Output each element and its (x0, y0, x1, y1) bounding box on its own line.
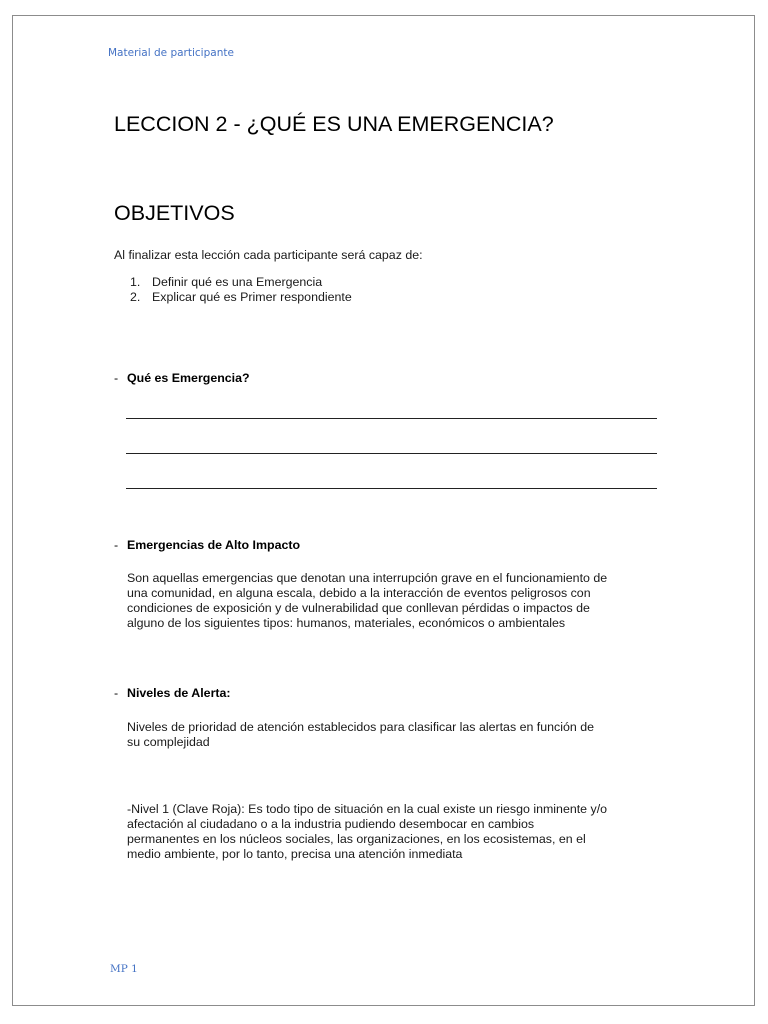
page-header: Material de participante (108, 47, 234, 59)
paragraph-line: alguno de los siguientes tipos: humanos, materiales, económicos o ambientales (127, 616, 566, 630)
bullet-dash: - (114, 686, 119, 700)
list-item-text: Explicar qué es Primer respondiente (152, 290, 352, 304)
objectives-list (130, 275, 352, 305)
section-heading-que-es-emergencia (114, 371, 250, 385)
paragraph-line: condiciones de exposición y de vulnerabilidad que conllevan pérdidas o impactos de (127, 601, 590, 615)
section-heading-alto-impacto (114, 538, 300, 552)
paragraph-line: Niveles de prioridad de atención establecidos para clasificar las alertas en función de (127, 720, 594, 734)
niveles-paragraph (127, 720, 672, 750)
list-item-text: Definir qué es una Emergencia (152, 275, 323, 289)
paragraph-line: afectación al ciudadano o a la industria pudiendo desembocar en cambios (127, 817, 535, 831)
paragraph-line: permanentes en los núcleos sociales, las organizaciones, en los ecosistemas, en el (127, 832, 586, 846)
bullet-dash: - (114, 538, 119, 552)
paragraph-line: su complejidad (127, 735, 210, 749)
section-heading-label: Emergencias de Alto Impacto (127, 538, 301, 552)
paragraph-line: una comunidad, en alguna escala, debido a la interacción de eventos peligrosos con (127, 586, 591, 600)
section-heading-label: Qué es Emergencia? (127, 371, 250, 385)
lesson-title: LECCION 2 - ¿QUÉ ES UNA EMERGENCIA? (114, 112, 554, 136)
nivel-1-paragraph (127, 802, 672, 862)
objectives-intro: Al finalizar esta lección cada participante será capaz de: (114, 248, 423, 262)
list-item-number: 2. (130, 290, 141, 304)
paragraph-line: -Nivel 1 (Clave Roja): Es todo tipo de situación en la cual existe un riesgo inminente y/o (127, 802, 608, 816)
answer-line-3 (126, 488, 657, 489)
section-heading-label: Niveles de Alerta: (127, 686, 231, 700)
document-page (12, 15, 755, 1006)
list-item (130, 290, 352, 305)
section-heading-niveles-alerta (114, 686, 231, 700)
list-item (130, 275, 352, 290)
list-item-number: 1. (130, 275, 141, 289)
paragraph-line: Son aquellas emergencias que denotan una interrupción grave en el funcionamiento de (127, 571, 608, 585)
page-footer: MP 1 (110, 963, 138, 975)
paragraph-line: medio ambiente, por lo tanto, precisa una atención inmediata (127, 847, 463, 861)
alto-impacto-paragraph (127, 571, 672, 631)
objectives-heading: OBJETIVOS (114, 201, 235, 225)
answer-line-1 (126, 418, 657, 419)
answer-line-2 (126, 453, 657, 454)
bullet-dash: - (114, 371, 119, 385)
